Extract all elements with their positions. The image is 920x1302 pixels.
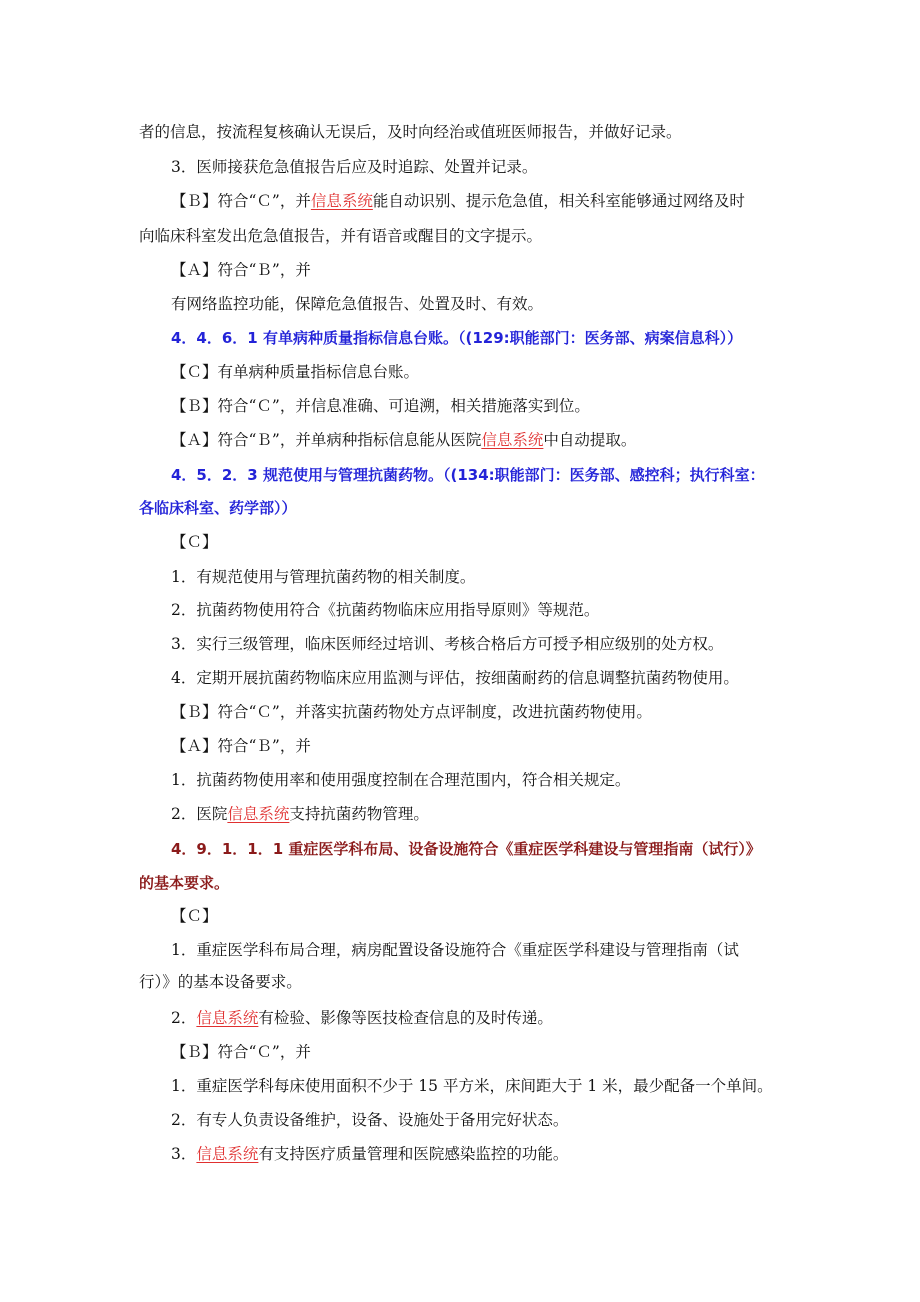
section-heading: 4．9．1．1．1 重症医学科布局、设备设施符合《重症医学科建设与管理指南（试行）》 — [171, 840, 761, 858]
text-line: 【Ｃ】有单病种质量指标信息台账。 — [171, 363, 420, 381]
text-line: 【Ａ】符合“Ｂ”，并 — [171, 261, 311, 279]
text-line: 3．实行三级管理，临床医师经过培训、考核合格后方可授予相应级别的处方权。 — [171, 635, 724, 653]
text-line: 3．信息系统有支持医疗质量管理和医院感染监控的功能。 — [171, 1145, 569, 1163]
highlight-keyword: 信息系统 — [196, 1009, 259, 1027]
text-line: 行）》的基本设备要求。 — [139, 973, 302, 991]
text-line: 【Ｂ】符合“Ｃ”，并信息系统能自动识别、提示危急值，相关科室能够通过网络及时 — [171, 192, 745, 210]
highlight-keyword: 信息系统 — [227, 805, 290, 823]
highlight-keyword: 信息系统 — [196, 1145, 259, 1163]
text-line: 2．有专人负责设备维护，设备、设施处于备用完好状态。 — [171, 1111, 569, 1129]
text-line: 者的信息，按流程复核确认无误后，及时向经治或值班医师报告，并做好记录。 — [139, 123, 682, 141]
text-line: 4．定期开展抗菌药物临床应用监测与评估，按细菌耐药的信息调整抗菌药物使用。 — [171, 669, 739, 687]
text-line: 1．重症医学科布局合理，病房配置设备设施符合《重症医学科建设与管理指南（试 — [171, 941, 739, 959]
text-line: 【Ｂ】符合“Ｃ”，并 — [171, 1043, 311, 1061]
highlight-keyword: 信息系统 — [481, 431, 544, 449]
text-line: 3．医师接获危急值报告后应及时追踪、处置并记录。 — [171, 158, 538, 176]
section-heading-cont: 的基本要求。 — [139, 874, 230, 892]
text-line: 【Ｃ】 — [171, 907, 218, 925]
text-line: 1．有规范使用与管理抗菌药物的相关制度。 — [171, 568, 476, 586]
text-line: 【Ａ】符合“Ｂ”，并单病种指标信息能从医院信息系统中自动提取。 — [171, 431, 637, 449]
text-line: 【Ｂ】符合“Ｃ”，并信息准确、可追溯，相关措施落实到位。 — [171, 397, 590, 415]
text-line: 有网络监控功能，保障危急值报告、处置及时、有效。 — [171, 295, 544, 313]
section-heading-cont: 各临床科室、药学部）） — [139, 499, 297, 517]
text-line: 【Ａ】符合“Ｂ”，并 — [171, 737, 311, 755]
text-line: 2．医院信息系统支持抗菌药物管理。 — [171, 805, 429, 823]
text-line: 1．抗菌药物使用率和使用强度控制在合理范围内，符合相关规定。 — [171, 771, 631, 789]
text-line: 【Ｂ】符合“Ｃ”，并落实抗菌药物处方点评制度，改进抗菌药物使用。 — [171, 703, 652, 721]
highlight-keyword: 信息系统 — [310, 192, 373, 210]
text-line: 2．信息系统有检验、影像等医技检查信息的及时传递。 — [171, 1009, 553, 1027]
text-line: 【Ｃ】 — [171, 533, 218, 551]
section-heading: 4．4．6．1 有单病种质量指标信息台账。（(129:职能部门：医务部、病案信息科）） — [171, 329, 743, 347]
section-heading: 4．5．2．3 规范使用与管理抗菌药物。（(134:职能部门：医务部、感控科；执行科室： — [171, 466, 765, 484]
text-line: 向临床科室发出危急值报告，并有语音或醒目的文字提示。 — [139, 227, 543, 245]
text-line: 1．重症医学科每床使用面积不少于 15 平方米，床间距大于 1 米，最少配备一个单间。 — [171, 1077, 773, 1095]
text-line: 2．抗菌药物使用符合《抗菌药物临床应用指导原则》等规范。 — [171, 601, 600, 619]
